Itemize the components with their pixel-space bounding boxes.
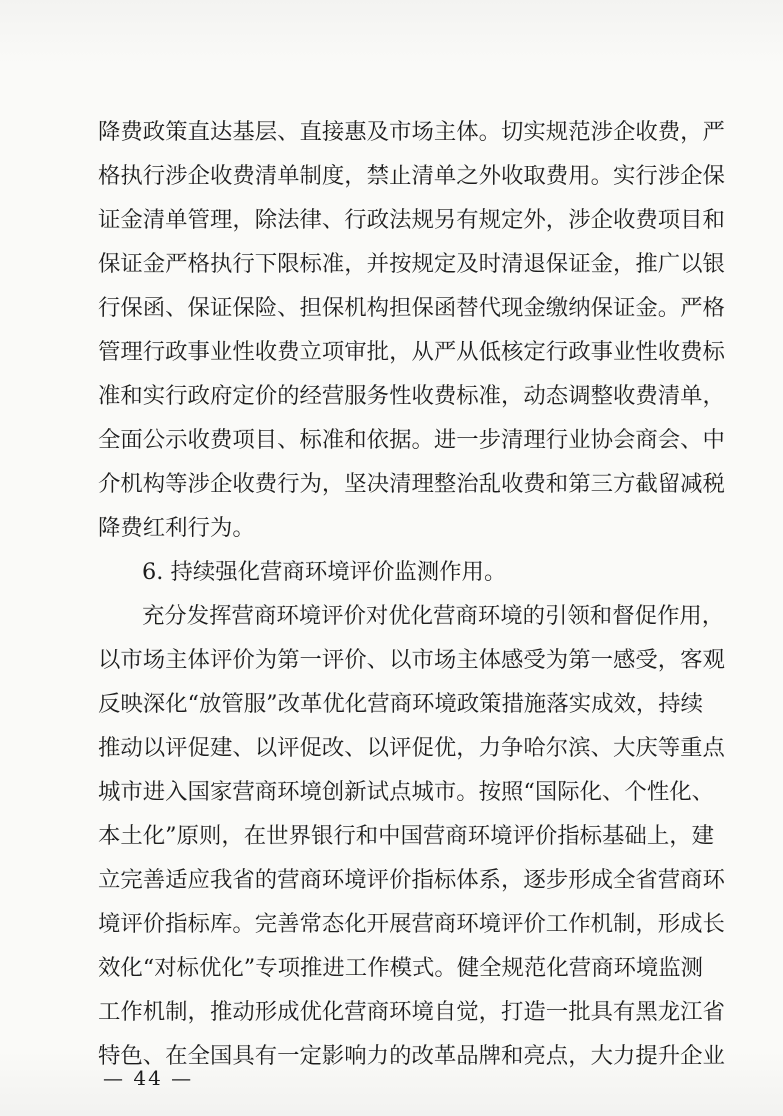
body-text-line: 本土化”原则，在世界银行和中国营商环境评价指标基础上，建 <box>98 823 714 849</box>
page-number: — 44 — <box>103 1066 194 1090</box>
body-text-line: 证金清单管理，除法律、行政法规另有规定外，涉企收费项目和 <box>98 207 725 233</box>
body-text-line: 反映深化“放管服”改革优化营商环境政策措施落实成效，持续 <box>98 691 704 717</box>
body-text-line: 准和实行政府定价的经营服务性收费标准，动态调整收费清单， <box>98 383 725 409</box>
body-text-line: 工作机制，推动形成优化营商环境自觉，打造一批具有黑龙江省 <box>98 999 725 1025</box>
body-text-line: 全面公示收费项目、标准和依据。进一步清理行业协会商会、中 <box>98 427 725 453</box>
body-text-line: 境评价指标库。完善常态化开展营商环境评价工作机制，形成长 <box>98 911 725 937</box>
section-heading: 6. 持续强化营商环境评价监测作用。 <box>142 559 507 585</box>
body-text-line: 介机构等涉企收费行为，坚决清理整治乱收费和第三方截留减税 <box>98 471 725 497</box>
body-text-line: 保证金严格执行下限标准，并按规定及时清退保证金，推广以银 <box>98 251 725 277</box>
body-text-line: 以市场主体评价为第一评价、以市场主体感受为第一感受，客观 <box>98 647 725 673</box>
body-text-line: 效化“对标优化”专项推进工作模式。健全规范化营商环境监测 <box>98 955 704 981</box>
body-text-line: 推动以评促建、以评促改、以评促优，力争哈尔滨、大庆等重点 <box>98 735 725 761</box>
body-text-line: 特色、在全国具有一定影响力的改革品牌和亮点，大力提升企业 <box>98 1043 725 1069</box>
body-text-line: 城市进入国家营商环境创新试点城市。按照“国际化、个性化、 <box>98 779 714 805</box>
body-text-line: 降费政策直达基层、直接惠及市场主体。切实规范涉企收费，严 <box>98 119 725 145</box>
paragraph-end-line: 降费红利行为。 <box>98 515 255 541</box>
paragraph-first-line: 充分发挥营商环境评价对优化营商环境的引领和督促作用， <box>142 603 725 629</box>
body-text-line: 立完善适应我省的营商环境评价指标体系，逐步形成全省营商环 <box>98 867 725 893</box>
body-text-line: 行保函、保证保险、担保机构担保函替代现金缴纳保证金。严格 <box>98 295 725 321</box>
body-text-line: 管理行政事业性收费立项审批，从严从低核定行政事业性收费标 <box>98 339 725 365</box>
body-text-line: 格执行涉企收费清单制度，禁止清单之外收取费用。实行涉企保 <box>98 163 725 189</box>
